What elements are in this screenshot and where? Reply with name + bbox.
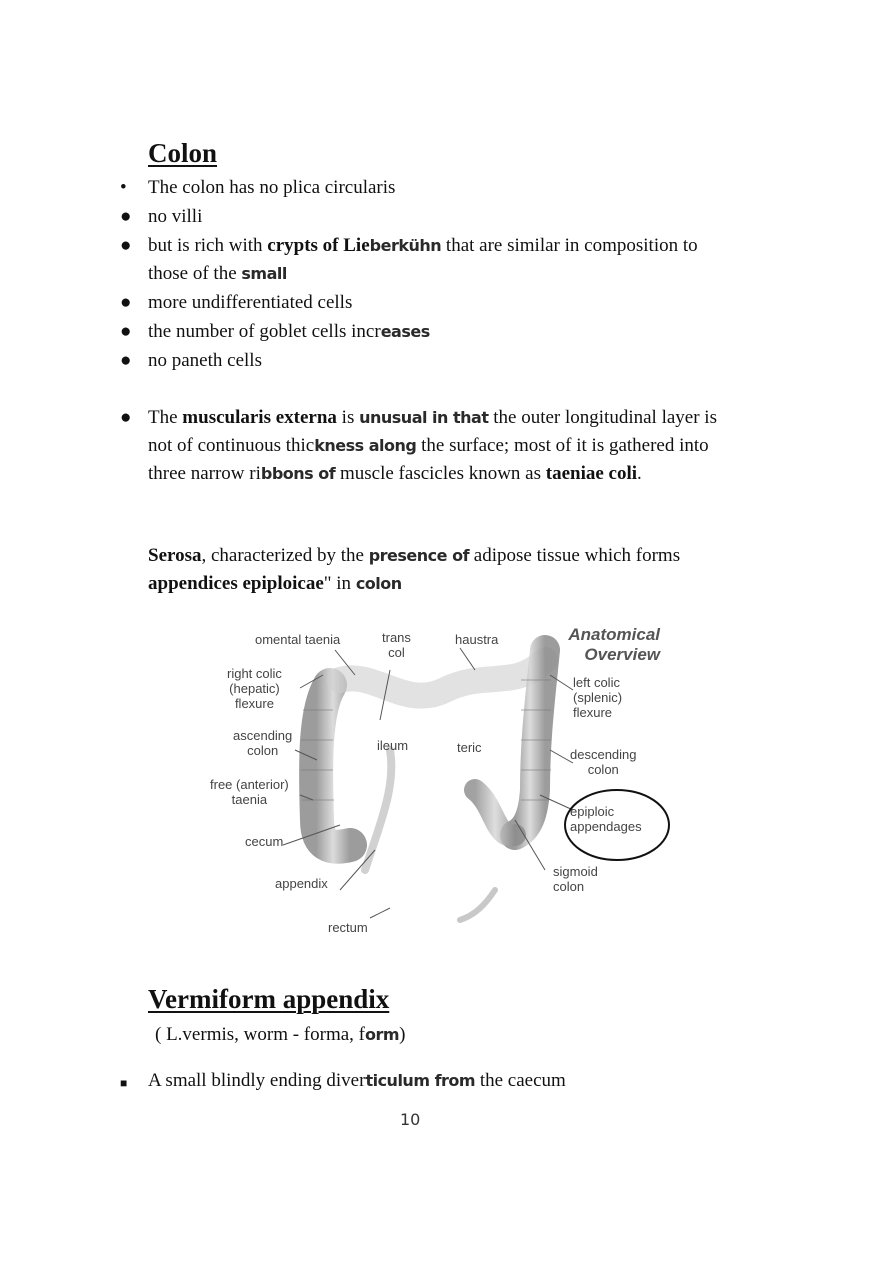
handwritten-text: eases xyxy=(380,322,430,341)
list-item: ● no villi xyxy=(148,203,718,231)
handwritten-text: orm xyxy=(365,1025,400,1044)
label-free-taenia: free (anterior) taenia xyxy=(210,777,289,807)
label-transverse-colon: trans col xyxy=(382,630,411,660)
handwritten-text: colon xyxy=(355,574,402,593)
colon-anatomy-figure xyxy=(205,620,685,940)
label-rectum: rectum xyxy=(328,920,368,935)
handwritten-text: kness along xyxy=(314,436,417,455)
label-right-colic-flexure: right colic (hepatic) flexure xyxy=(227,666,282,711)
bullet-icon: ● xyxy=(120,321,132,342)
label-cecum: cecum xyxy=(245,834,284,849)
bullet-icon: • xyxy=(120,177,127,198)
label-sigmoid-colon: sigmoid colon xyxy=(553,864,598,894)
label-mesenteric: teric xyxy=(457,740,482,755)
label-left-colic-flexure: left colic (splenic) flexure xyxy=(573,675,623,720)
figure-title: Anatomical Overview xyxy=(568,625,660,664)
label-ileum: ileum xyxy=(377,738,409,753)
handwritten-text: ticulum from xyxy=(365,1071,476,1090)
handwritten-text: berkühn xyxy=(369,236,442,255)
label-descending-colon: descending colon xyxy=(570,747,637,777)
list-item: ● more undifferentiated cells xyxy=(148,289,718,317)
bullet-icon: ● xyxy=(120,407,132,428)
handwritten-text: small xyxy=(241,264,287,283)
serosa-paragraph: Serosa, characterized by the presence of adipose tissue which forms appendices epiploicae" in colon xyxy=(148,545,681,594)
label-appendix: appendix xyxy=(275,876,328,891)
list-item: ● the number of goblet cells increases xyxy=(148,318,718,346)
label-omental-taenia: omental taenia xyxy=(255,632,341,647)
bullet-icon: ● xyxy=(120,350,132,371)
bullet-icon: ● xyxy=(120,206,132,227)
label-ascending-colon: ascending colon xyxy=(233,728,293,758)
etymology-note: ( L.vermis, worm - forma, form) xyxy=(155,1024,406,1045)
handwritten-text: presence of xyxy=(368,546,470,565)
list-item: ● but is rich with crypts of Lieberkühn that are similar in composition to those of the small xyxy=(148,232,718,288)
list-item: ● no paneth cells xyxy=(148,347,718,375)
bullet-icon: ● xyxy=(120,292,132,313)
vermiform-appendix-heading: Vermiform appendix xyxy=(148,984,390,1014)
bullet-icon: ● xyxy=(120,235,132,256)
list-item: ■ A small blindly ending diverticulum from the caecum xyxy=(148,1067,718,1095)
label-epiploic-appendages: epiploic appendages xyxy=(570,804,642,834)
list-item-muscularis: ● The muscularis externa is unusual in that the outer longitudinal layer is not of continuous thickness along the surface; most of it is gathered into three narrow ribbons of muscle fascicles known as taeniae coli. xyxy=(148,404,718,488)
list-item: • The colon has no plica circularis xyxy=(148,174,718,202)
handwritten-text: bbons of xyxy=(260,464,336,483)
colon-heading: Colon xyxy=(148,138,218,168)
page-number: 10 xyxy=(400,1110,421,1129)
square-bullet-icon: ■ xyxy=(120,1076,128,1090)
handwritten-text: unusual in that xyxy=(359,408,489,427)
label-haustra: haustra xyxy=(455,632,499,647)
